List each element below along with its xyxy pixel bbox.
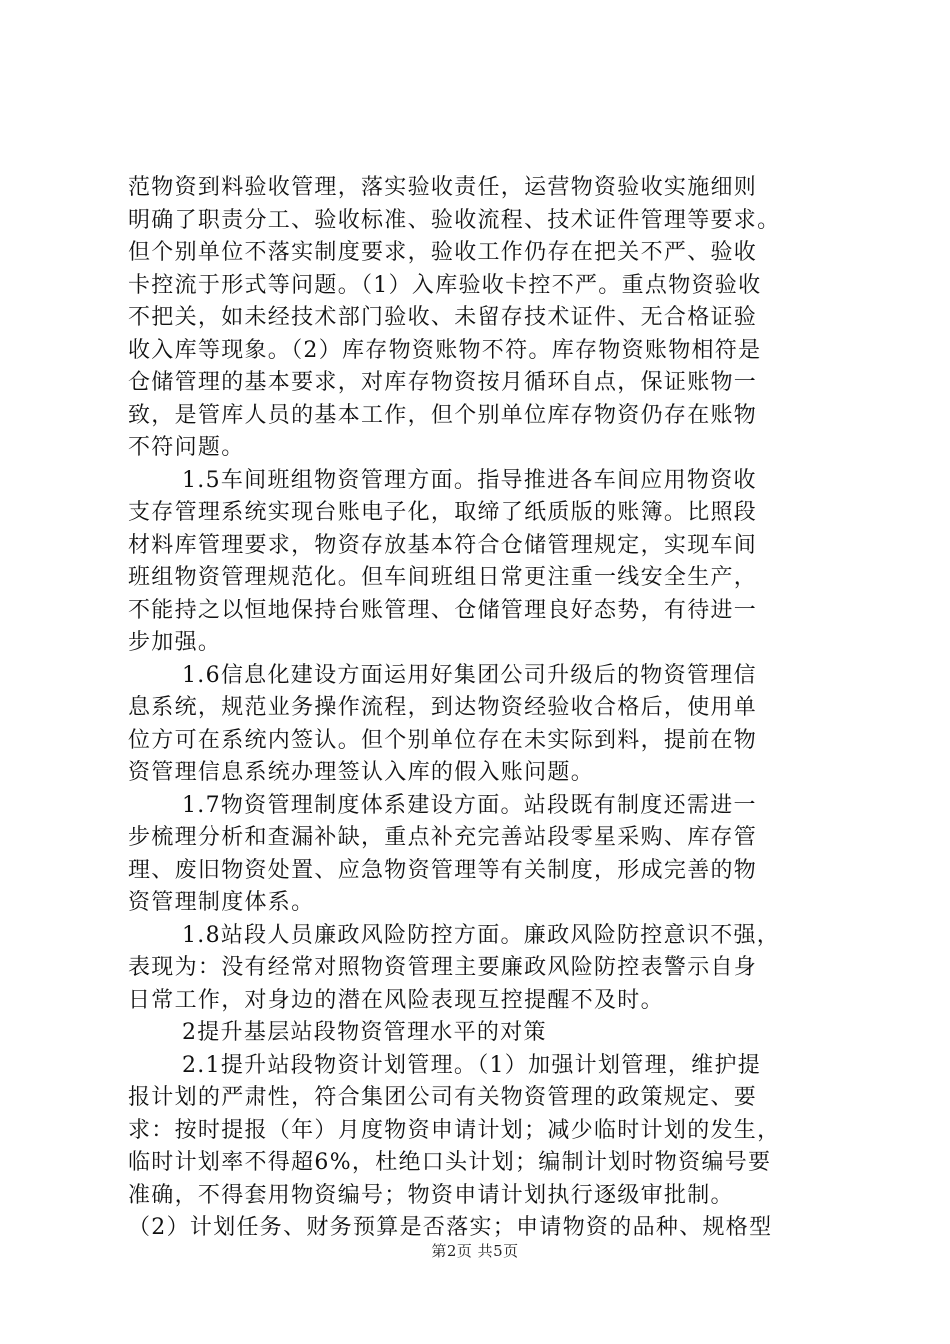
text-line: 仓储管理的基本要求，对库存物资按月循环自点，保证账物一 — [128, 370, 758, 395]
text-line: 不符问题。 — [128, 435, 245, 460]
text-line: 资管理制度体系。 — [128, 890, 315, 915]
text-line: 1.5车间班组物资管理方面。指导推进各车间应用物资收 — [182, 467, 757, 493]
text-line: 求：按时提报（年）月度物资申请计划；减少临时计划的发生， — [128, 1117, 781, 1143]
text-line: 班组物资管理规范化。但车间班组日常更注重一线安全生产， — [128, 565, 758, 590]
text-line: 准确，不得套用物资编号；物资申请计划执行逐级审批制。 — [128, 1182, 734, 1208]
text-line: 不能持之以恒地保持台账管理、仓储管理良好态势，有待进一 — [128, 597, 758, 623]
text-line: 2提升基层站段物资管理水平的对策 — [182, 1020, 547, 1045]
text-line: 但个别单位不落实制度要求，验收工作仍存在把关不严、验收 — [128, 240, 758, 265]
text-line: （2）计划任务、财务预算是否落实；申请物资的品种、规格型 — [128, 1215, 773, 1240]
text-line: 卡控流于形式等问题。（1）入库验收卡控不严。重点物资验收 — [128, 272, 762, 298]
text-line: 范物资到料验收管理，落实验收责任，运营物资验收实施细则 — [128, 175, 758, 200]
text-line: 表现为：没有经常对照物资管理主要廉政风险防控表警示自身 — [128, 955, 758, 980]
text-line: 步加强。 — [128, 630, 222, 655]
text-line: 材料库管理要求，物资存放基本符合仓储管理规定，实现车间 — [128, 532, 758, 558]
text-line: 1.8站段人员廉政风险防控方面。廉政风险防控意识不强， — [182, 922, 781, 948]
text-line: 致，是管库人员的基本工作，但个别单位库存物资仍存在账物 — [128, 402, 758, 428]
page-footer: 第2页 共5页 — [431, 1242, 519, 1260]
text-line: 不把关，如未经技术部门验收、未留存技术证件、无合格证验 — [128, 305, 758, 330]
document-body — [128, 172, 844, 1245]
text-line: 报计划的严肃性，符合集团公司有关物资管理的政策规定、要 — [128, 1085, 758, 1110]
text-line: 明确了职责分工、验收标准、验收流程、技术证件管理等要求。 — [128, 207, 781, 233]
text-line: 支存管理系统实现台账电子化，取缔了纸质版的账簿。比照段 — [128, 500, 758, 525]
text-line: 1.6信息化建设方面运用好集团公司升级后的物资管理信 — [182, 662, 757, 688]
text-line: 位方可在系统内签认。但个别单位存在未实际到料，提前在物 — [128, 727, 758, 753]
text-line: 2.1提升站段物资计划管理。（1）加强计划管理，维护提 — [182, 1052, 762, 1078]
text-line: 1.7物资管理制度体系建设方面。站段既有制度还需进一 — [182, 792, 757, 818]
text-line: 临时计划率不得超6%，杜绝口头计划；编制计划时物资编号要 — [128, 1150, 772, 1175]
text-line: 步梳理分析和查漏补缺，重点补充完善站段零星采购、库存管 — [128, 825, 758, 850]
text-line: 息系统，规范业务操作流程，到达物资经验收合格后，使用单 — [128, 695, 758, 720]
text-line: 收入库等现象。（2）库存物资账物不符。库存物资账物相符是 — [128, 337, 762, 363]
text-line: 日常工作，对身边的潜在风险表现互控提醒不及时。 — [128, 987, 664, 1013]
text-line: 理、废旧物资处置、应急物资管理等有关制度，形成完善的物 — [128, 857, 758, 883]
text-line: 资管理信息系统办理签认入库的假入账问题。 — [128, 760, 595, 785]
